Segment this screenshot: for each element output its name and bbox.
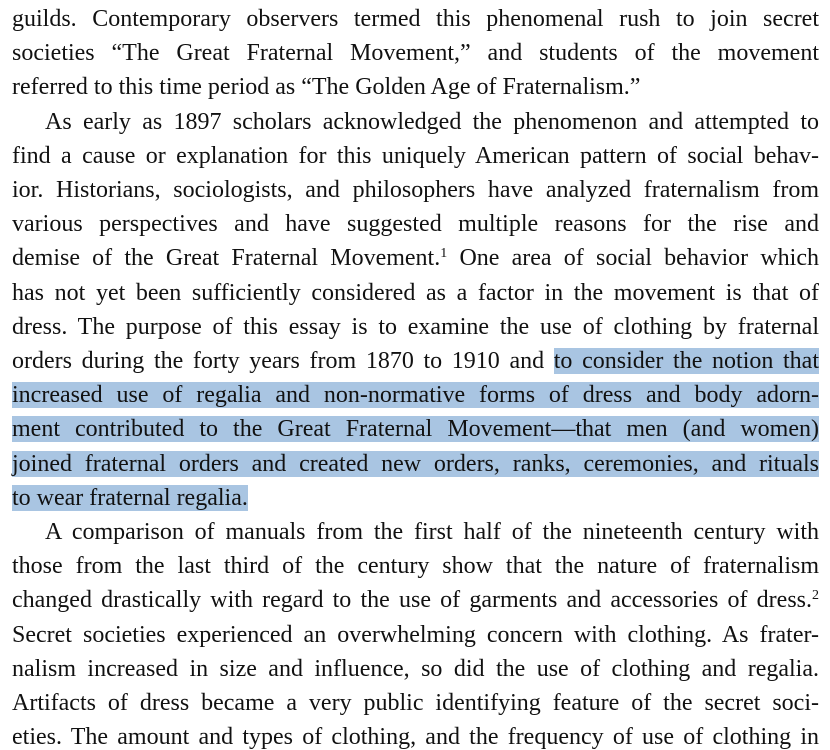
- text-line: [12, 447, 819, 481]
- body-text: referred to this time period as “The Golden Age of Fraternalism.”: [12, 74, 641, 101]
- text-line: [12, 310, 819, 344]
- text-line: [12, 378, 819, 412]
- highlighted-text: joined fraternal orders and created new orders, ranks, ceremonies, and rituals: [12, 450, 819, 477]
- highlighted-text: to wear fraternal regalia.: [12, 484, 248, 511]
- body-text: societies “The Great Fraternal Movement,” and students of the movement: [12, 40, 819, 67]
- text-line: [12, 412, 819, 446]
- body-text: Secret societies experienced an overwhelming concern with clothing. As frater-: [12, 621, 819, 648]
- text-line: [12, 549, 819, 583]
- text-line: [12, 2, 819, 36]
- body-text: changed drastically with regard to the use of garments and accessories of dress.: [12, 587, 812, 614]
- body-text: guilds. Contemporary observers termed this phenomenal rush to join secret: [12, 6, 819, 32]
- text-line: [12, 276, 819, 310]
- text-line: [12, 652, 819, 686]
- body-text: demise of the Great Fraternal Movement.: [12, 245, 441, 272]
- text-line: [12, 481, 819, 515]
- text-line: [12, 344, 819, 378]
- text-line: [12, 241, 819, 275]
- text-line: [12, 686, 819, 720]
- text-line: [12, 207, 819, 241]
- body-text: has not yet been sufficiently considered as a factor in the movement is that of: [12, 279, 819, 306]
- body-text: One area of social behavior which: [447, 245, 819, 272]
- text-line: [12, 583, 819, 617]
- body-text: dress. The purpose of this essay is to examine the use of clothing by fraternal: [12, 313, 819, 340]
- footnote-reference: 1: [440, 246, 448, 262]
- body-text: nalism increased in size and influence, so did the use of clothing and regalia.: [12, 655, 819, 682]
- body-text: those from the last third of the century show that the nature of fraternalism: [12, 553, 819, 580]
- body-text: A comparison of manuals from the first half of the nineteenth century with: [45, 519, 819, 545]
- text-line: [12, 36, 819, 70]
- body-text: As early as 1897 scholars acknowledged the phenomenon and attempted to: [45, 108, 819, 135]
- body-text: ior. Historians, sociologists, and philosophers have analyzed fraternalism from: [12, 177, 819, 203]
- text-line: [45, 105, 819, 139]
- body-text: Artifacts of dress became a very public identifying feature of the secret soci-: [12, 690, 819, 716]
- text-line: [12, 618, 819, 652]
- highlighted-text: increased use of regalia and non-normative forms of dress and body adorn-: [12, 382, 819, 409]
- body-text: orders during the forty years from 1870 to 1910 and: [12, 348, 554, 374]
- highlighted-text: to consider the notion that: [553, 348, 819, 374]
- body-text: various perspectives and have suggested multiple reasons for the rise and: [12, 211, 819, 238]
- highlighted-text: ment contributed to the Great Fraternal Movement—that men (and women): [12, 416, 819, 443]
- text-line: [12, 173, 819, 207]
- text-line: [12, 139, 819, 173]
- body-text: eties. The amount and types of clothing, and the frequency of use of clothing in: [12, 724, 819, 750]
- text-line: [12, 720, 819, 750]
- text-line: [12, 70, 819, 104]
- footnote-reference: 2: [812, 588, 819, 604]
- body-text: find a cause or explanation for this uniquely American pattern of social behav-: [12, 142, 819, 169]
- text-line: [45, 515, 819, 549]
